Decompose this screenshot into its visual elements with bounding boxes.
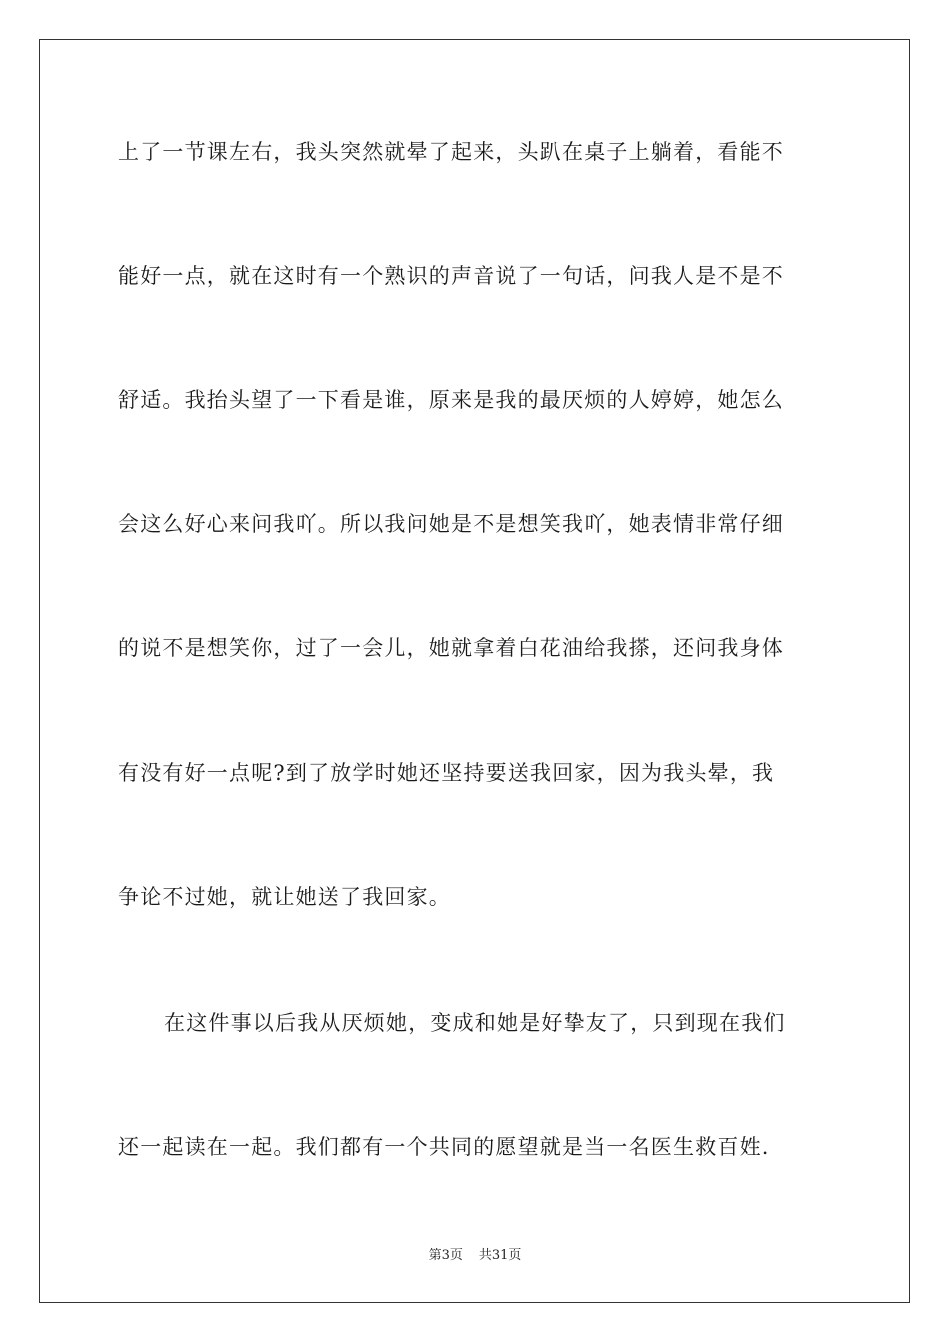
text-line-3: 舒适。我抬头望了一下看是谁，原来是我的最厌烦的人婷婷，她怎么 bbox=[118, 388, 784, 412]
text-line-6: 有没有好一点呢?到了放学时她还坚持要送我回家，因为我头晕，我 bbox=[118, 761, 775, 785]
page-footer bbox=[0, 1248, 950, 1264]
page-number: 第3页 bbox=[428, 1248, 463, 1263]
text-line-4: 会这么好心来问我吖。所以我问她是不是想笑我吖，她表情非常仔细 bbox=[118, 512, 784, 536]
text-line-9: 还一起读在一起。我们都有一个共同的愿望就是当一名医生救百姓. bbox=[118, 1135, 770, 1159]
page-border bbox=[39, 39, 910, 1303]
text-line-5: 的说不是想笑你，过了一会儿，她就拿着白花油给我搽，还问我身体 bbox=[118, 636, 784, 660]
page-total: 共31页 bbox=[478, 1248, 522, 1263]
text-line-8-paragraph-start: 在这件事以后我从厌烦她，变成和她是好挚友了，只到现在我们 bbox=[164, 1011, 786, 1035]
text-line-2: 能好一点，就在这时有一个熟识的声音说了一句话，问我人是不是不 bbox=[118, 264, 784, 288]
text-line-7: 争论不过她，就让她送了我回家。 bbox=[118, 885, 451, 909]
text-line-1: 上了一节课左右，我头突然就晕了起来，头趴在桌子上躺着，看能不 bbox=[118, 140, 784, 164]
